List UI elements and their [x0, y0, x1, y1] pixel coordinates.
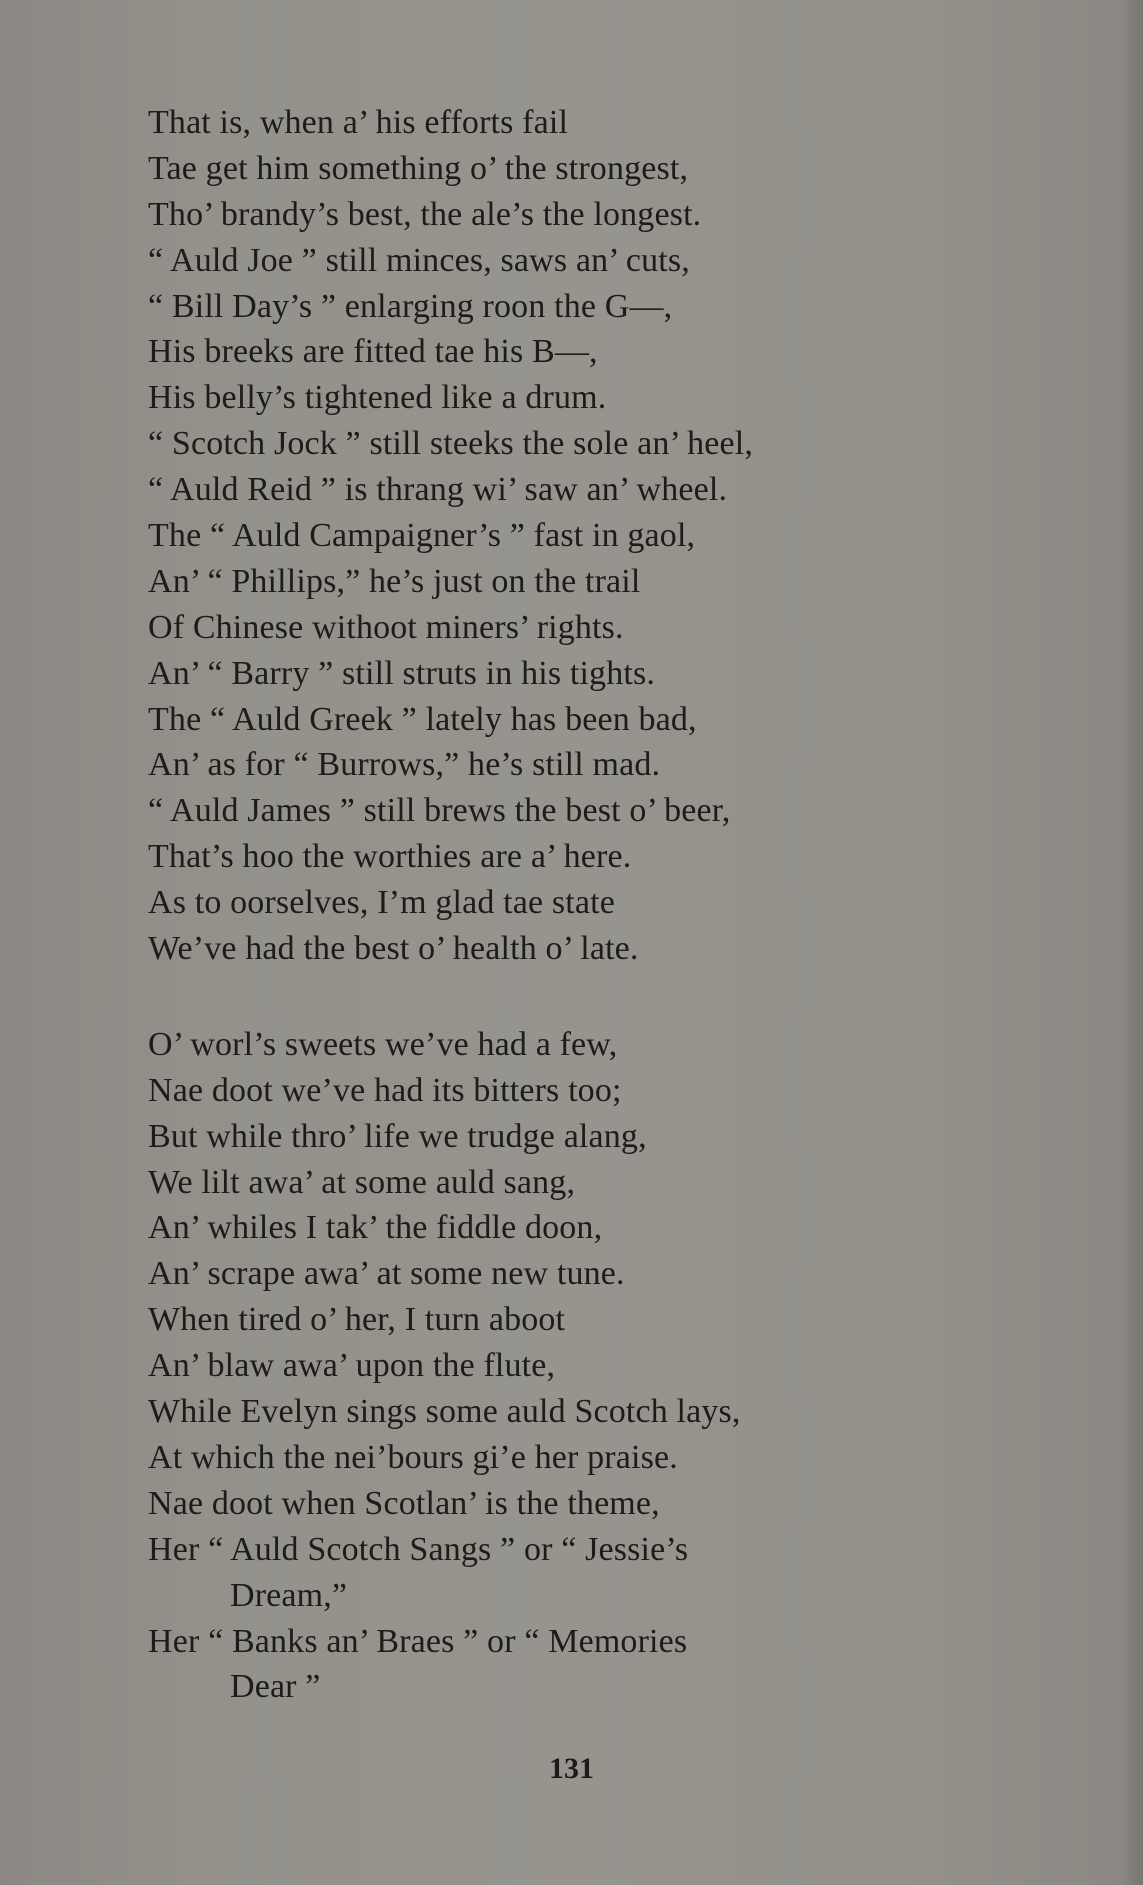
poem-body — [148, 100, 1048, 1710]
verse-line: “ Auld Reid ” is thrang wi’ saw an’ wheel. — [148, 471, 728, 509]
verse-line: An’ “ Barry ” still struts in his tights. — [148, 654, 655, 692]
page-number: 131 — [549, 1752, 594, 1785]
verse-line: “ Auld Joe ” still minces, saws an’ cuts, — [148, 241, 690, 279]
verse-line: O’ worl’s sweets we’ve had a few, — [148, 1025, 618, 1063]
verse-line: At which the nei’bours gi’e her praise. — [148, 1438, 678, 1476]
verse-line: Nae doot when Scotlan’ is the theme, — [148, 1484, 660, 1522]
verse-line: Dear ” — [230, 1668, 321, 1706]
verse-line: “ Scotch Jock ” still steeks the sole an’ heel, — [148, 425, 754, 463]
verse-line: The “ Auld Campaigner’s ” fast in gaol, — [148, 517, 696, 555]
verse-line: That is, when a’ his efforts fail — [148, 104, 569, 141]
stanza-gap — [148, 972, 1048, 1022]
verse-line: His breeks are fitted tae his B—, — [148, 333, 598, 371]
verse-line: “ Bill Day’s ” enlarging roon the G—, — [148, 287, 673, 325]
stanza — [148, 100, 1048, 972]
verse-line: Her “ Auld Scotch Sangs ” or “ Jessie’s — [148, 1530, 689, 1568]
verse-line: Nae doot we’ve had its bitters too; — [148, 1071, 622, 1109]
verse-line: But while thro’ life we trudge alang, — [148, 1117, 647, 1155]
verse-line: Tae get him something o’ the strongest, — [148, 149, 689, 187]
verse-line: When tired o’ her, I turn aboot — [148, 1301, 566, 1339]
verse-line: That’s hoo the worthies are a’ here. — [148, 838, 632, 876]
verse-line: An’ whiles I tak’ the fiddle doon, — [148, 1209, 603, 1247]
verse-line: His belly’s tightened like a drum. — [148, 379, 607, 417]
verse-line: The “ Auld Greek ” lately has been bad, — [148, 700, 697, 738]
verse-line: Her “ Banks an’ Braes ” or “ Memories — [148, 1622, 688, 1660]
verse-line: Dream,” — [230, 1576, 348, 1614]
verse-line: An’ as for “ Burrows,” he’s still mad. — [148, 746, 661, 784]
verse-line: We lilt awa’ at some auld sang, — [148, 1163, 576, 1201]
stanza — [148, 1022, 1048, 1710]
verse-line: An’ blaw awa’ upon the flute, — [148, 1347, 556, 1385]
verse-line: An’ “ Phillips,” he’s just on the trail — [148, 562, 641, 600]
verse-line: While Evelyn sings some auld Scotch lays, — [148, 1393, 741, 1431]
verse-line: “ Auld James ” still brews the best o’ beer, — [148, 792, 731, 830]
verse-line: As to oorselves, I’m glad tae state — [148, 884, 615, 922]
verse-line: We’ve had the best o’ health o’ late. — [148, 930, 639, 968]
verse-line: Of Chinese withoot miners’ rights. — [148, 608, 624, 646]
verse-line: Tho’ brandy’s best, the ale’s the longest. — [148, 195, 702, 233]
verse-line: An’ scrape awa’ at some new tune. — [148, 1255, 625, 1293]
